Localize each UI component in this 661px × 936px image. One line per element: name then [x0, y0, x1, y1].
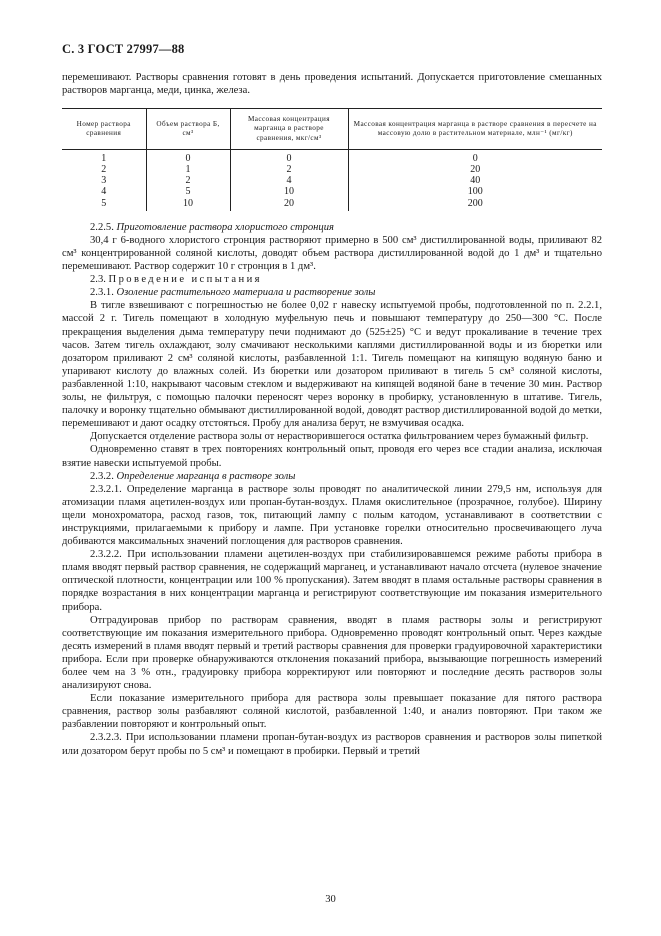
header-solution-number: Номер раствора сравнения: [62, 109, 146, 150]
header-concentration: Массовая концентрация марганца в растворе сравнения, мкг/см³: [230, 109, 348, 150]
paragraph-2-2-5: 30,4 г 6-водного хлористого стронция растворяют примерно в 500 см³ дистиллированной воды, приливают 82 см³ концентрированной соляной кислоты, доводят объем раствора дистиллированной водой до 1 дм³ и тщательно перемешивают. Раствор содержит 10 г стронция в 1 дм³.: [62, 234, 602, 273]
table-cell: 20: [230, 198, 348, 211]
table-row: [62, 198, 602, 211]
table-row: [62, 149, 602, 164]
table-header-row: [62, 109, 602, 150]
header-mass-fraction: Массовая концентрация марганца в растворе сравнения в пересчете на массовую долю в растительном материале, млн⁻¹ (мг/кг): [348, 109, 602, 150]
table-cell: 2: [101, 164, 107, 175]
table-cell: 4: [101, 186, 107, 198]
paragraph-2-3-2-2: 2.3.2.2. При использовании пламени ацетилен-воздух при стабилизировавшемся режиме работы прибора в пламя вводят первый раствор сравнения, не содержащий марганец, и устанавливают начало отсчета (нулевое значение оптической плотности, концентрации или 100 % пропускания). Затем вводят в пламя остальные растворы сравнения в порядке возрастания в них концентрации марганца и регистрируют соответствующие им показания измерительного прибора.: [62, 549, 602, 613]
table-cell: 10: [146, 198, 230, 211]
paragraph-2-3-2-3: 2.3.2.3. При использовании пламени пропан-бутан-воздух из растворов сравнения и растворов золы пипеткой или дозатором берут пробы по 5 см³ и помещают в пробирки. Первый и третий: [62, 732, 602, 757]
table-cell: 2: [230, 164, 348, 175]
table-cell: 200: [348, 198, 602, 211]
section-number: 2.2.5.: [90, 221, 114, 233]
reference-solutions-table: [62, 108, 602, 211]
table-cell: 100: [348, 186, 602, 197]
table-row: [62, 175, 602, 186]
table-cell: 5: [101, 197, 107, 209]
section-title: Озоление растительного материала и растворение золы: [116, 287, 376, 299]
table-cell: 4: [230, 175, 348, 186]
table-cell: 0: [230, 149, 348, 164]
page-number: 30: [325, 894, 336, 905]
section-heading-2-3: [62, 273, 602, 286]
section-heading-2-2-5: [62, 221, 602, 234]
section-heading-2-3-1: [62, 286, 602, 299]
section-heading-2-3-2: [62, 470, 602, 483]
document-header: С. 3 ГОСТ 27997—88: [62, 42, 185, 56]
section-number: 2.3.1.: [90, 287, 114, 299]
paragraph-dilution: Если показание измерительного прибора для раствора золы превышает показание для пятого раствора сравнения, раствор золы разбавляют соляной кислотой, разбавленной 1:40, и анализ повторяют. При таком же разбавлении повторяют и контрольный опыт.: [62, 693, 602, 731]
table-cell: 1: [101, 152, 107, 164]
section-title: Проведение испытания: [108, 274, 262, 286]
header-volume: Объем раствора Б, см³: [146, 109, 230, 150]
table-cell: 40: [348, 175, 602, 186]
table-cell: 5: [146, 186, 230, 197]
paragraph-2-3-1-ashing: В тигле взвешивают с погрешностью не более 0,02 г навеску испытуемой пробы, подготовленной по п. 2.2.1, массой 2 г. Тигель помещают в холодную муфельную печь и повышают температуру до 250—300 °С. После прекращения выделения дыма температуру печи поднимают до (525±25) °С и ведут прокаливание в течение трех часов. Затем тигель охлаждают, золу смачивают несколькими каплями дистиллированной воды и из бюретки или дозатором приливают 2 см³ соляной кислоты, разбавленной 1:1. Тигель помещают на кипящую водяную баню и упаривают кислоту до влажных солей. Из бюретки или дозатором приливают в тигель 5 см³ соляной кислоты, разбавленной 1:10, накрывают часовым стеклом и выдерживают на кипящей водяной бане в течение 30 мин. Раствор золы, не фильтруя, с помощью палочки переносят через воронку в пробирку, установленную в штативе. Тигель, палочку и воронку тщательно обмывают дистиллированной водой, доводят раствор дистиллированной водой до метки, перемешивают и дают осадку отстояться. Пробу для анализа берут, не взмучивая осадка.: [62, 300, 602, 430]
table-cell: 0: [348, 149, 602, 164]
paragraph-2-3-1-filtering: Допускается отделение раствора золы от нерастворившегося остатка фильтрованием через бумажный фильтр.: [90, 431, 589, 443]
section-number: 2.3.: [90, 274, 106, 286]
table-cell: 3: [101, 175, 107, 187]
section-title: Определение марганца в растворе золы: [116, 470, 296, 482]
paragraph-2-3-2-1: 2.3.2.1. Определение марганца в растворе золы проводят по аналитической линии 279,5 нм, используя для атомизации пламя ацетилен-воздух или пропан-бутан-воздух. Пламя окислительное (прозрачное, голубое). Ширину щели монохроматора, расход газов, ток, питающий лампу с полым катодом, устанавливают в соответствии с инструкциями, прилагаемыми к прибору и лампе. При установке горелки относительно просвечивающего луча добиваются максимальных значений поглощения для растворов сравнения.: [62, 483, 602, 548]
document-page: [62, 42, 602, 758]
table-cell: 1: [146, 164, 230, 175]
table-cell: 20: [348, 164, 602, 175]
table-cell: 10: [230, 186, 348, 197]
section-number: 2.3.2.: [90, 470, 114, 482]
section-title: Приготовление раствора хлористого стронция: [116, 221, 334, 233]
table-cell: 0: [146, 149, 230, 164]
table-row: [62, 186, 602, 197]
paragraph-2-3-1-control: Одновременно ставят в трех повторениях контрольный опыт, проводя его через все стадии анализа, исключая взятие навески испытуемой пробы.: [62, 444, 602, 469]
intro-paragraph: перемешивают. Растворы сравнения готовят в день проведения испытаний. Допускается приготовление смешанных растворов марганца, меди, цинка, железа.: [62, 72, 602, 97]
paragraph-calibration: Отградуировав прибор по растворам сравнения, вводят в пламя растворы золы и регистрируют соответствующие им показания измерительного прибора. Одновременно проводят контрольный опыт. Через каждые десять измерений в пламя вводят первый и третий растворы сравнения для проверки градуировочной характеристики прибора. Если при проверке обнаруживаются отклонения показаний прибора, вызывающие погрешность измерений более чем на 3 % отн., градуировку прибора корректируют или повторяют и последние десять растворов золы анализируют снова.: [62, 614, 602, 692]
table-row: [62, 164, 602, 175]
table-cell: 2: [146, 175, 230, 186]
